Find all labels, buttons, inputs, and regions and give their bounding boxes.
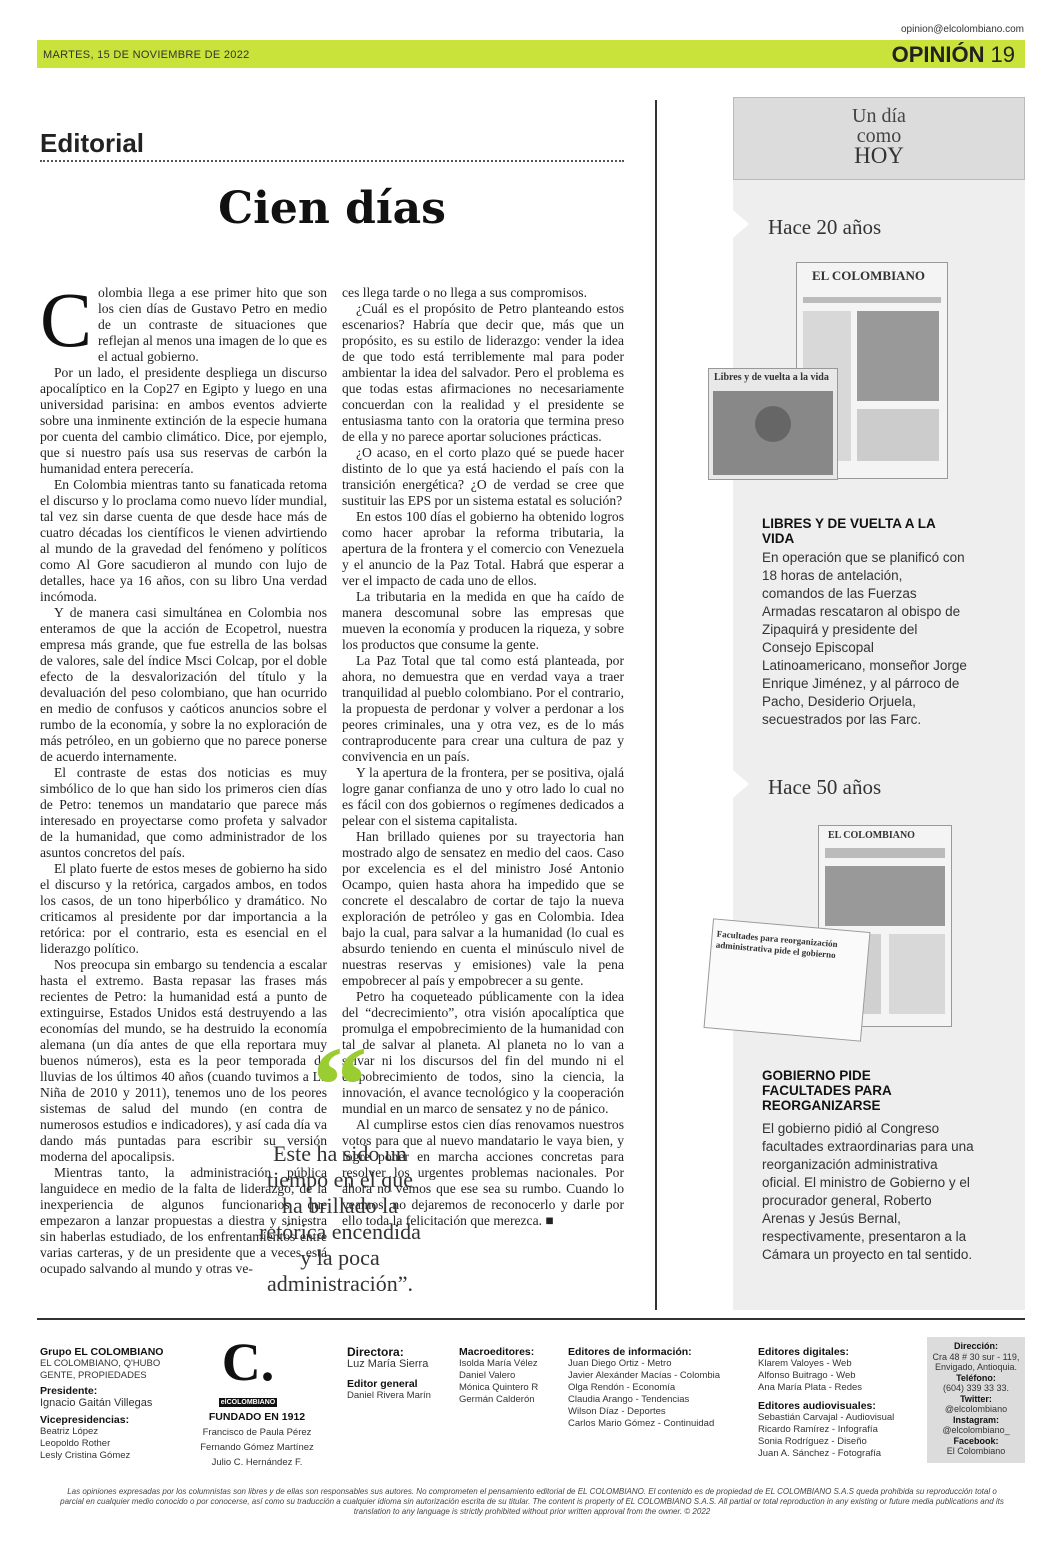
clipping-photo (708, 368, 838, 480)
paragraph: El plato fuerte de estos meses de gobierno ha sido el discurso y la retórica, cargados ambos, en todos los casos, de un tono hiperbólico y dramático. No criticamos al presidente por dar importancia a la retórica: por el contrario, esta es esencial en el liderazgo político. (40, 861, 327, 956)
pull-quote (255, 1024, 425, 1297)
paragraph: Petro ha coqueteado públicamente con la idea del “decrecimiento”, otra visión apocalíptica que promulga el empobrecimiento de la humanidad con tal de salvar al planeta. Al planeta no lo van a salvar ni los discursos del fin del mundo ni el empobrecimiento de todos, sino la ciencia, la innovación, el avance tecnológico y la cooperación mundial en un marco de sensatez y no de pánico. (342, 989, 624, 1116)
paragraph: Y de manera casi simultánea en Colombia nos enteramos de que la acción de Ecopetrol, nuestra empresa más grande, que fue estrella de las bolsas de valores, sale del índice Msci Colcap, por el doble efecto de la desvalorización del título y la devaluación del peso colombiano, que han ocurrido en medio de confusos y caóticos anuncios sobre el rumbo de la economía, y sobre la no exploración de más petróleo, en un gobierno que no parece ponerse de acuerdo internamente. (40, 605, 327, 764)
founder-name: Francisco de Paula Pérez (202, 1427, 312, 1438)
hoy-line-2: como (856, 125, 902, 147)
paragraph: En estos 100 días el gobierno ha obtenido logros como hacer aprobar la reforma tributaria, la apertura de la frontera y el comercio con Venezuela y el anuncio de la Paz Total. Habrá que esperar a ver el impacto de cada uno de ellos. (342, 509, 624, 588)
av-name: Sonia Rodríguez - Diseño (758, 1436, 867, 1447)
vp-name: Lesly Cristina Gómez (40, 1450, 131, 1461)
masthead-50: EL COLOMBIANO (828, 830, 915, 841)
issue-date: MARTES, 15 DE NOVIEMBRE DE 2022 (43, 49, 250, 61)
paragraph: La tributaria en la medida en que ha caído de manera descomunal sobre las empresas que mueven la economía y producen la riqueza, y sobre los productos que consume la gente. (342, 589, 624, 652)
info-editors-block (568, 1346, 753, 1430)
paragraph: Nos preocupa sin embargo su tendencia a escalar hasta el extremo. Basta repasar las frases más recientes de Petro: la humanidad está a punto de extinguirse, Estados Unidos está destruyendo a las economías del mundo, se ha destruido la economía alemana (un día antes de que ella reportara muy buenos números), esta es la peor temporada de lluvias de los últimos 40 años (cuando tuvimos a La Niña de 2010 y 2011), tenemos uno de los peores sistemas de salud del mundo (en contra de numerosos estudios e indicadores), y así cada día va dando más puntadas para escribir su versión moderna del apocalipsis. (40, 957, 327, 1164)
twitter-handle[interactable]: @elcolombiano (944, 1404, 1008, 1414)
group-block (40, 1346, 210, 1462)
paragraph: Mientras tanto, la administración pública languidece en medio de la falta de liderazgo, de la inexperiencia de algunos funcionarios que empezaron a lanzar propuestas a diestra y siniestra sin haberlas estudiado, de los enfrentamientos entre varias carteras, y de un presidente que a veces está ocupado salvando al mundo y otras ve- (40, 1165, 327, 1276)
paragraph: El contraste de estas dos noticias es muy simbólico de lo que han sido los primeros cien días de Petro: tenemos un mandatario que parece más interesado en proyectarse como profeta y salvador de la humanidad, que como administrador de los asuntos concretos del país. (40, 765, 327, 860)
hace-20-heading: Hace 20 años (768, 215, 882, 239)
marker-arrow-icon (733, 770, 749, 798)
hoy-line-3: HOY (854, 143, 904, 168)
av-name: Ricardo Ramírez - Infografía (758, 1424, 878, 1435)
logo (213, 1332, 283, 1408)
group-title: Grupo EL COLOMBIANO (40, 1346, 164, 1358)
av-title: Editores audiovisuales: (758, 1400, 876, 1412)
general-editor-title: Editor general (347, 1378, 418, 1390)
macro-title: Macroeditores: (459, 1346, 535, 1358)
digital-name: Alfonso Buitrago - Web (758, 1370, 856, 1381)
paragraph: La Paz Total que tal como está planteada, por ahora, no demuestra que en verdad vaya a traer tranquilidad al pueblo colombiano. Por el contrario, la propuesta de perdonar y volver a perdonar a los peores criminales, una y otra vez, es de lo más contraproducente para crear una cultura de paz y convivencia en un país. (342, 653, 624, 764)
group-line: GENTE, PROPIEDADES (40, 1370, 147, 1381)
paragraph: olombia llega a ese primer hito que son los cien días de Gustavo Petro en medio de un contraste de situaciones que reflejan al menos una imagen de lo que es el actual gobierno. (98, 285, 327, 364)
general-editor-name: Daniel Rivera Marín (347, 1390, 431, 1401)
paragraph: Han brillado quienes por su trayectoria han mostrado algo de sensatez en medio del caos. Caso por excelencia es el del ministro José Antonio Ocampo, quien hasta ahora ha impedido que se concrete el descalabro de cortar de tajo la nueva exploración de petróleo y gas en Colombia. Idea bajo la cual, para salvar a la humanidad (lo cual es absurdo teniendo en cuenta el minúsculo nivel de nuestras reservas y emisiones) vale la pena empobrecer al país y empobrecer a su gente. (342, 829, 624, 988)
editorial-rule (40, 160, 624, 162)
logo-mark: C. (221, 1332, 275, 1392)
phone-title: Teléfono: (956, 1372, 996, 1383)
macro-name: Daniel Valero (459, 1370, 516, 1381)
founded-label: FUNDADO EN 1912 (208, 1411, 306, 1423)
group-line: EL COLOMBIANO, Q'HUBO (40, 1358, 161, 1369)
headline: Cien días (218, 183, 446, 234)
founders-block (197, 1411, 317, 1469)
paragraph: Y la apertura de la frontera, per se positiva, ojalá logre ganar confianza de uno y otro lado lo cual no es fácil con dos gobiernos o regímenes dedicados a pelear con el sistema capitalista. (342, 765, 624, 828)
page-number: 19 (990, 42, 1015, 67)
founder-name: Fernando Gómez Martínez (200, 1442, 314, 1453)
article-2-title: GOBIERNO PIDE FACULTADES PARA REORGANIZARSE (762, 1068, 892, 1113)
vp-title: Vicepresidencias: (40, 1414, 130, 1426)
article-1-title: LIBRES Y DE VUELTA A LA VIDA (762, 516, 936, 546)
twitter-title: Twitter: (960, 1393, 992, 1404)
address: Cra 48 # 30 sur - 119, Envigado, Antioquia. (932, 1351, 1020, 1372)
section-name: OPINIÓN (891, 42, 985, 67)
info-name: Juan Diego Ortiz - Metro (568, 1358, 672, 1369)
contact-email: opinion@elcolombiano.com (901, 24, 1024, 35)
president-name: Ignacio Gaitán Villegas (40, 1397, 153, 1409)
masthead-20: EL COLOMBIANO (812, 268, 926, 283)
director-title: Directora: (347, 1345, 404, 1359)
info-name: Claudia Arango - Tendencias (568, 1394, 690, 1405)
paragraph: ces llega tarde o no llega a sus compromisos. (342, 285, 587, 300)
footer-rule (37, 1318, 1025, 1320)
pull-quote-text: Este ha sido un tiempo en el que ha brillado la retórica encendida y la poca administración”. (259, 1141, 421, 1296)
instagram-handle[interactable]: @elcolombiano_ (942, 1425, 1010, 1435)
phone: (604) 339 33 33. (942, 1383, 1010, 1393)
digital-name: Klarem Valoyes - Web (758, 1358, 852, 1369)
facebook-title: Facebook: (953, 1435, 999, 1446)
macro-name: Germán Calderón (459, 1394, 535, 1405)
editorial-label: Editorial (40, 128, 145, 158)
paragraph: En Colombia mientras tanto su fanaticada retoma el discurso y lo proclama como nuevo líder mundial, tal vez sin darse cuenta de que desde hace más de cuatro décadas los científicos le vienen advirtiendo al mundo de la gravedad del fenómeno y políticos como Al Gore sacudieron al mundo con lujo de detalles, hace ya 16 años, con su libro Una verdad incómoda. (40, 477, 327, 604)
digital-name: Ana María Plata - Redes (758, 1382, 863, 1393)
hoy-line-1: Un día (852, 105, 906, 127)
section-title (892, 42, 1015, 68)
info-name: Olga Rendón - Economía (568, 1382, 676, 1393)
clipping-headline: Facultades para reorganización administrativa pide el gobierno (715, 928, 839, 961)
av-name: Juan A. Sánchez - Fotografía (758, 1448, 882, 1459)
macroeditors-block (459, 1346, 564, 1406)
info-name: Wilson Díaz - Deportes (568, 1406, 666, 1417)
facebook-handle[interactable]: El Colombiano (946, 1446, 1006, 1456)
vp-name: Beatriz López (40, 1426, 99, 1437)
drop-cap: C (40, 276, 93, 363)
digital-title: Editores digitales: (758, 1346, 850, 1358)
paragraph: Por un lado, el presidente despliega un discurso apocalíptico en la Cop27 en Egipto y luego en una universidad parisina: en ambos eventos advierte sobre una inminente extinción de la especie humana por cuenta del cambio climático. Dice, por ejemplo, que si nuestro país usa sus reservas de carbón la humanidad entera perecería. (40, 365, 327, 476)
info-title: Editores de información: (568, 1346, 692, 1358)
section-bar (37, 40, 1025, 68)
info-name: Javier Alexánder Macías - Colombia (568, 1370, 721, 1381)
director-name: Luz María Sierra (347, 1358, 429, 1370)
column-divider (655, 100, 657, 1310)
director-block (347, 1346, 455, 1402)
instagram-title: Instagram: (952, 1414, 999, 1425)
macro-name: Isolda María Vélez (459, 1358, 538, 1369)
article-1-body: En operación que se planificó con 18 horas de antelación, comandos de las Fuerzas Armadas rescataron al obispo de Zipaquirá y presidente del Consejo Episcopal Latinoamericano, monseñor Jorge Enrique Jiménez, y al párroco de Pacho, Desiderio Orjuela, secuestrados por las Farc. (762, 550, 967, 727)
paragraph: ¿Cuál es el propósito de Petro planteando estos escenarios? Habría que decir que, más que un propósito, es su estilo de liderazgo: vender la idea de que todo está terriblemente mal para poder ambientar la idea del salvador. Pero el problema es que todas estas afirmaciones no necesariamente concuerdan con la realidad y el presidente se entusiasma tanto con la oratoria que termina preso de ella y no parece aportar soluciones prácticas. (342, 301, 624, 444)
president-title: Presidente: (40, 1385, 98, 1397)
paragraph: Al cumplirse estos cien días renovamos nuestros votos para que al nuevo mandatario le vaya bien, y logre poner en marcha acciones concretas para resolver los urgentes problemas nacionales. Por ahora no vemos que ese sea su rumbo. Cuando lo veamos, no dejaremos de reconocerlo y darle por ello toda la felicitación que merezca. ■ (342, 1117, 624, 1228)
paragraph: ¿O acaso, en el corto plazo qué se puede hacer distinto de lo que ya está haciendo el país con la transición energética? ¿O de verdad se cree que sustituir las EPS por un sistema estatal es solución? (342, 445, 624, 508)
founder-name: Julio C. Hernández F. (211, 1457, 303, 1468)
clipping-headline: Libres y de vuelta a la vida (714, 372, 829, 383)
legal-disclaimer: Las opiniones expresadas por los columnistas son libres y de ellas son responsables sus autores. No comprometen el pensamiento editorial de EL COLOMBIANO. El contenido es de propiedad de EL COLOMBIANO S.A.S queda prohibida su reproducción total o parcial en cualquier medio conocido o por conocerse, así como su traducción a cualquier idioma sin autorización escrita de su titular. The content is property of EL COLOMBIANO S.A.S. All partial or total reproduction in any existing or future media publications and its translation to any language is strictly prohibited without prior written approval from the owner. © 2022 (60, 1487, 1004, 1516)
un-dia-como-hoy-box (733, 97, 1025, 180)
photo-shape (709, 369, 837, 479)
contact-box (927, 1337, 1025, 1463)
address-title: Dirección: (953, 1341, 998, 1351)
info-name: Carlos Mario Gómez - Continuidad (568, 1418, 715, 1429)
hace-50-heading: Hace 50 años (768, 775, 882, 799)
article-2-body: El gobierno pidió al Congreso facultades extraordinarias para una reorganización administrativa oficial. El ministro de Gobierno y el procurador general, Roberto Arenas y Jesús Bernal, respectivamente, presentaron a la Cámara un proyecto en tal sentido. (762, 1121, 974, 1262)
vp-name: Leopoldo Rother (40, 1438, 111, 1449)
marker-arrow-icon (733, 210, 749, 238)
macro-name: Mónica Quintero R (459, 1382, 539, 1393)
digital-editors-block (758, 1346, 923, 1460)
quote-icon: “ (312, 1024, 368, 1146)
av-name: Sebastián Carvajal - Audiovisual (758, 1412, 895, 1423)
logo-name: elCOLOMBIANO (220, 1399, 276, 1406)
